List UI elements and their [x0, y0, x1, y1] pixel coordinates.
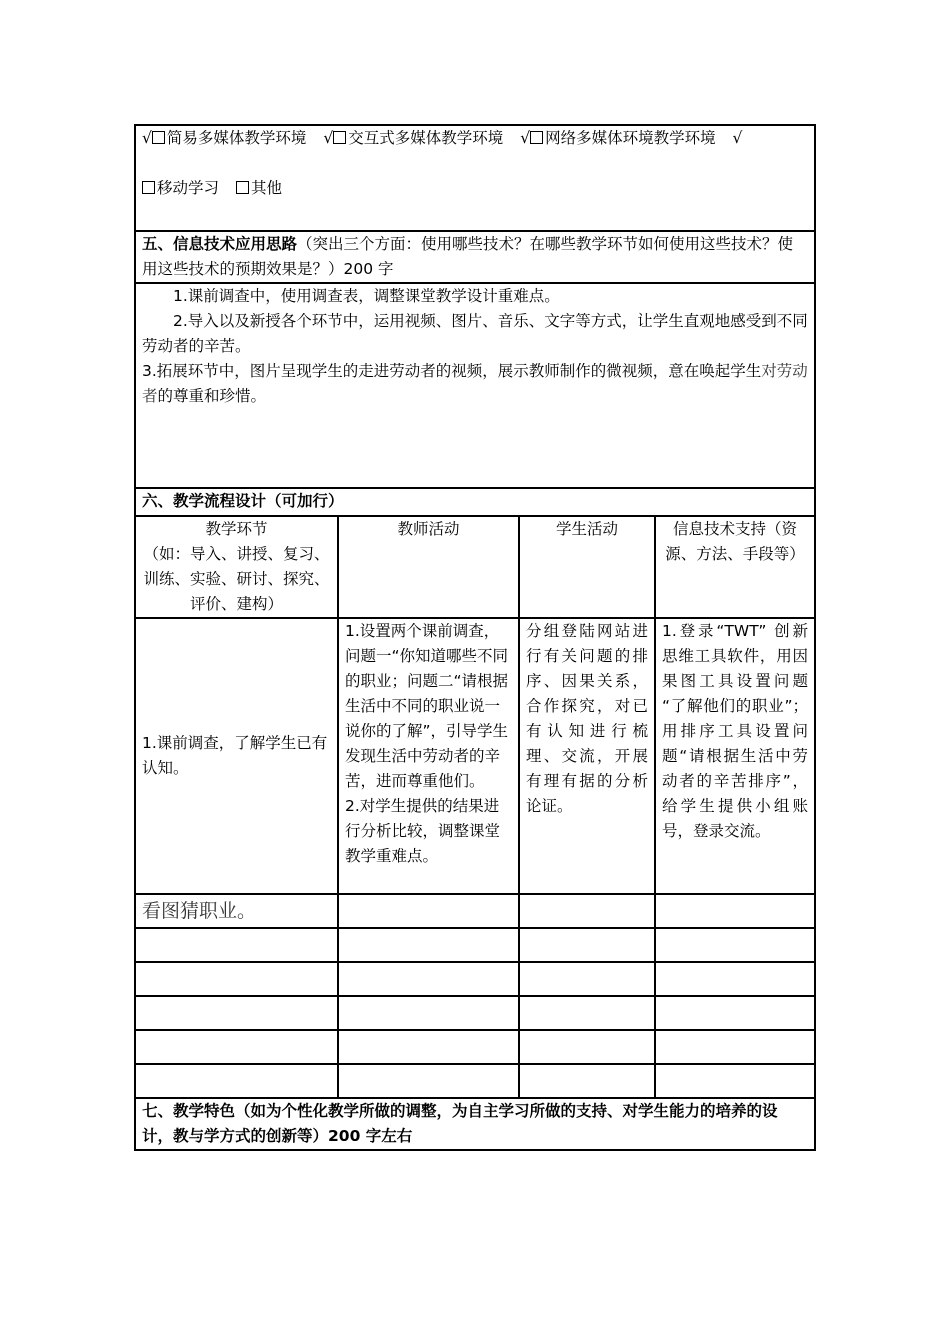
- checkbox-icon[interactable]: [530, 131, 543, 144]
- cell-empty: [655, 1064, 815, 1098]
- env-option-other[interactable]: [236, 179, 282, 197]
- env-option-label: 网络多媒体环境教学环境: [545, 129, 716, 147]
- header-teaching-stage-note: （如：导入、讲授、复习、训练、实验、研讨、探究、评价、建构）: [143, 545, 330, 613]
- section7-title: 七、教学特色（如为个性化教学所做的调整，为自主学习所做的支持、对学生能力的培养的设计，教与学方式的创新等）200 字左右: [135, 1098, 815, 1150]
- cell-empty: [338, 928, 519, 962]
- section5-body-cell: [135, 283, 815, 488]
- cell-empty: [655, 928, 815, 962]
- env-option-label: 交互式多媒体教学环境: [348, 129, 504, 147]
- section5-title: 五、信息技术应用思路: [142, 235, 298, 253]
- check-mark: √: [142, 129, 152, 147]
- section5-paragraph-3-part-b: 对劳动者: [142, 362, 808, 405]
- section6-title: 六、教学流程设计（可加行）: [135, 488, 815, 516]
- checkbox-icon[interactable]: [152, 131, 165, 144]
- cell-empty: [338, 1064, 519, 1098]
- env-option-interactive[interactable]: [323, 129, 503, 147]
- environment-row: [135, 125, 815, 231]
- section5-paragraph-1: 1.课前调查中，使用调查表，调整课堂教学设计重难点。: [173, 287, 560, 305]
- environment-cell: [135, 125, 815, 231]
- cell-empty: [655, 962, 815, 996]
- env-option-label: 简易多媒体教学环境: [166, 129, 307, 147]
- cell-stage: 1.课前调查，了解学生已有认知。: [135, 618, 338, 894]
- table-header-row: [135, 516, 815, 618]
- table-row: [135, 894, 815, 928]
- header-it-support: 信息技术支持（资源、方法、手段等）: [655, 516, 815, 618]
- check-mark: √: [323, 129, 334, 147]
- cell-empty: [655, 894, 815, 928]
- check-mark: √: [520, 129, 531, 147]
- cell-empty: [338, 962, 519, 996]
- cell-empty: [519, 928, 655, 962]
- section5-subtitle: （突出三个方面：使用哪些技术？在哪些教学环节如何使用这些技术？使用这些技术的预期效果是？）200 字: [142, 235, 794, 278]
- header-teaching-stage-title: 教学环节: [205, 520, 268, 538]
- table-row: [135, 618, 815, 894]
- section5-paragraph-3: [142, 359, 808, 409]
- cell-empty: [135, 1064, 338, 1098]
- env-option-simple[interactable]: [142, 129, 306, 147]
- teacher-activity-1: 1.设置两个课前调查，问题一“你知道哪些不同的职业；问题二“请根据生活中不同的职业说一说你的了解”，引导学生发现生活中劳动者的辛苦，进而尊重他们。: [345, 622, 509, 790]
- cell-empty: [519, 1030, 655, 1064]
- environment-line-1: [142, 126, 808, 151]
- lesson-plan-table: [134, 124, 816, 1151]
- cell-empty: [338, 894, 519, 928]
- section5-header-cell: [135, 231, 815, 283]
- checkbox-icon[interactable]: [236, 181, 249, 194]
- section5-paragraph-3-part-c: 的尊重和珍惜。: [157, 387, 267, 405]
- cell-empty: [655, 996, 815, 1030]
- section5-body-row: [135, 283, 815, 488]
- section5-header-row: [135, 231, 815, 283]
- header-teacher-activity: 教师活动: [338, 516, 519, 618]
- cell-empty: [135, 996, 338, 1030]
- environment-line-2: [142, 176, 808, 201]
- env-option-label: 移动学习: [157, 179, 220, 197]
- table-row: [135, 1064, 815, 1098]
- section6-header-row: [135, 488, 815, 516]
- cell-student-activity: 分组登陆网站进行有关问题的排序、因果关系，合作探究，对已有认知进行梳理、交流，开展有理有据的分析论证。: [519, 618, 655, 894]
- table-row: [135, 1030, 815, 1064]
- cell-empty: [135, 1030, 338, 1064]
- checkbox-icon[interactable]: [142, 181, 155, 194]
- cell-empty: [655, 1030, 815, 1064]
- header-teaching-stage: [135, 516, 338, 618]
- env-option-label: 其他: [250, 179, 282, 197]
- cell-empty: [519, 1064, 655, 1098]
- table-row: [135, 928, 815, 962]
- cell-empty: [135, 962, 338, 996]
- table-row: [135, 996, 815, 1030]
- header-student-activity: 学生活动: [519, 516, 655, 618]
- checkbox-icon[interactable]: [333, 131, 346, 144]
- section7-header-row: [135, 1098, 815, 1150]
- env-option-mobile[interactable]: [142, 179, 219, 197]
- env-option-network[interactable]: [520, 129, 715, 147]
- cell-empty: [519, 894, 655, 928]
- cell-empty: [135, 928, 338, 962]
- section5-paragraph-2: 2.导入以及新授各个环节中，运用视频、图片、音乐、文字等方式，让学生直观地感受到不同劳动者的辛苦。: [142, 312, 808, 355]
- cell-stage: 看图猜职业。: [135, 894, 338, 928]
- cell-it-support: 1.登录“TWT” 创新思维工具软件，用因果图工具设置问题 “了解他们的职业”；用排序工具设置问题“请根据生活中劳动者的辛苦排序”， 给学生提供小组账号，登录交流。: [655, 618, 815, 894]
- cell-empty: [338, 996, 519, 1030]
- table-row: [135, 962, 815, 996]
- cell-empty: [519, 996, 655, 1030]
- cell-teacher-activity: [338, 618, 519, 894]
- teacher-activity-2: 2.对学生提供的结果进行分析比较，调整课堂教学重难点。: [345, 797, 501, 865]
- section5-paragraph-3-part-a: 3.拓展环节中，图片呈现学生的走进劳动者的视频，展示教师制作的微视频，意在唤起学生: [142, 362, 762, 380]
- cell-empty: [338, 1030, 519, 1064]
- cell-empty: [519, 962, 655, 996]
- lesson-plan-sheet: [134, 124, 814, 1151]
- env-option-mobile-check: √: [732, 129, 743, 147]
